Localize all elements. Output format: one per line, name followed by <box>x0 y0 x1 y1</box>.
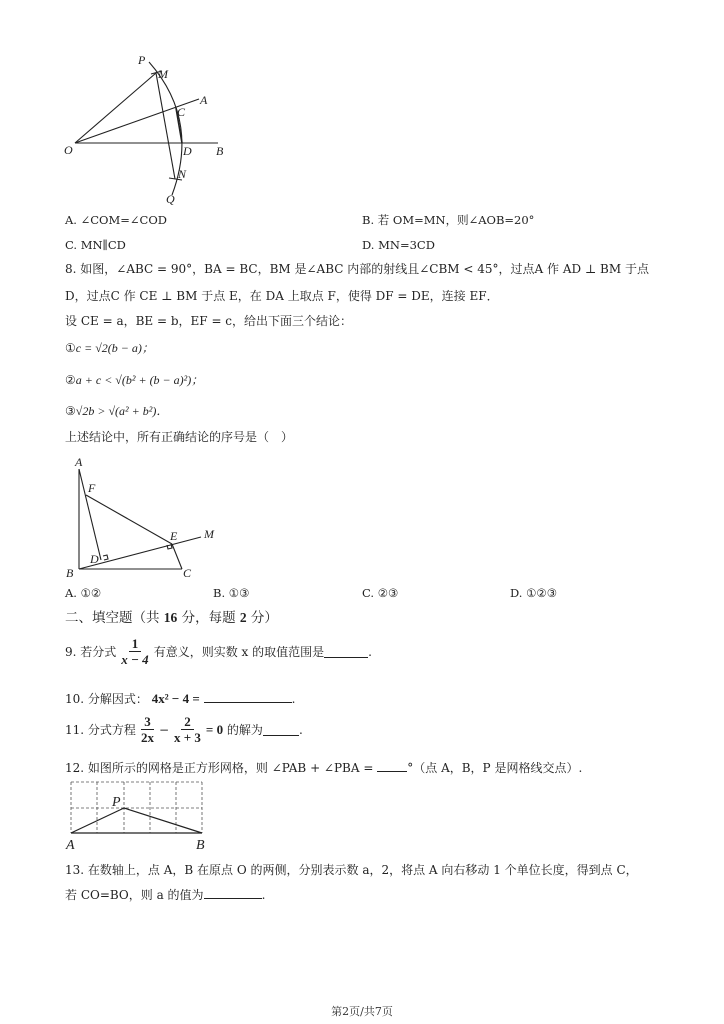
label-n: N <box>178 167 187 181</box>
option-key: D. <box>362 238 375 252</box>
question-number: 11. <box>65 722 85 737</box>
q9-pre: 若分式 <box>80 644 117 659</box>
label-c: C <box>177 105 186 119</box>
conclusion-expr: √2b > √(a² + b²)． <box>75 404 169 418</box>
q7-option-a[interactable] <box>65 212 167 228</box>
q8-text-1: 如图，∠ABC = 90°，BA = BC，BM 是∠ABC 内部的射线且∠CBM < 45°，过点A 作 AD ⊥ BM 于点 <box>80 262 649 276</box>
page-footer: 第2页/共7页 <box>331 1005 393 1018</box>
question-number: 10. <box>65 692 85 706</box>
label-c: C <box>183 566 192 580</box>
period: . <box>368 644 372 659</box>
option-text: ①② <box>80 586 102 600</box>
fraction-numerator: 2 <box>181 714 194 730</box>
label-e: E <box>170 529 178 543</box>
minus-sign: − <box>158 722 169 737</box>
q13-line1 <box>65 862 638 878</box>
section-each-points: 2 <box>239 610 247 625</box>
option-text: ②③ <box>377 586 399 600</box>
section-suffix: 分） <box>246 610 278 626</box>
period: . <box>261 888 266 902</box>
equals-zero: = 0 <box>205 721 224 737</box>
q8-option-a[interactable] <box>65 585 101 601</box>
q8-option-d[interactable] <box>510 585 557 601</box>
section-heading <box>65 610 278 626</box>
section-mid: 分，每题 <box>177 610 240 626</box>
q8-question: 上述结论中，所有正确结论的序号是（ ） <box>65 430 294 444</box>
q11-post: 的解为 <box>226 722 263 737</box>
label-o: O <box>64 143 73 157</box>
q12-post: °（点 A，B，P 是网格线交点）. <box>407 761 583 775</box>
label-a: A <box>200 93 208 107</box>
option-key: C. <box>362 586 375 600</box>
label-a: A <box>75 455 83 469</box>
q11-fraction-1 <box>138 714 157 745</box>
option-key: D. <box>510 586 523 600</box>
option-text: MN∥CD <box>80 238 126 252</box>
segment-om <box>75 73 156 143</box>
section-total-points: 16 <box>163 610 178 625</box>
question-number: 13. <box>65 863 85 877</box>
label-p: P <box>112 795 121 810</box>
period: . <box>291 692 296 706</box>
label-p: P <box>138 53 146 67</box>
q8-option-b[interactable] <box>213 585 249 601</box>
label-a: A <box>66 838 75 853</box>
section-prefix: 二、填空题（共 <box>65 610 164 626</box>
conclusion-mark: ③ <box>65 404 76 418</box>
q12-answer-blank[interactable] <box>377 759 407 772</box>
q11-pre: 分式方程 <box>87 722 136 737</box>
label-d: D <box>183 144 192 158</box>
label-m: M <box>158 67 168 81</box>
q9-post: 有意义，则实数 x 的取值范围是 <box>153 644 325 659</box>
q13-text-1: 在数轴上，点 A，B 在原点 O 的两侧，分别表示数 a，2，将点 A 向右移动 1 个单位长度，得到点 C， <box>87 863 638 877</box>
q13-line2 <box>65 886 265 903</box>
q11-answer-blank[interactable] <box>263 723 299 736</box>
q8-line2: D，过点C 作 CE ⊥ BM 于点 E，在 DA 上取点 F，使得 DF = DE，连接 EF． <box>65 289 499 303</box>
q12 <box>65 759 582 776</box>
question-number: 9. <box>65 644 77 659</box>
segment-ce <box>172 544 182 569</box>
label-b: B <box>196 838 205 853</box>
fraction-numerator: 1 <box>129 636 142 652</box>
q8-line1 <box>65 261 649 277</box>
label-m: M <box>204 527 214 541</box>
q8-conclusion-2 <box>65 372 203 388</box>
q7-option-d[interactable] <box>362 237 435 253</box>
q7-option-c[interactable] <box>65 237 126 253</box>
question-number: 12. <box>65 761 85 775</box>
q11-fraction-2 <box>171 714 204 745</box>
q13-text-2: 若 CO=BO，则 a 的值为 <box>65 888 204 902</box>
label-b: B <box>216 144 224 158</box>
option-key: A. <box>65 586 77 600</box>
conclusion-expr: c = √2(b − a)； <box>75 341 154 355</box>
q8-figure <box>55 450 235 585</box>
q8-conclusion-3 <box>65 403 168 419</box>
option-text: ①②③ <box>526 586 558 600</box>
q7-figure <box>55 50 245 210</box>
option-key: B. <box>213 586 226 600</box>
q10-expression: 4x² − 4 = <box>151 691 200 706</box>
q10-answer-blank[interactable] <box>204 690 292 703</box>
q8-line3: 设 CE = a，BE = b，EF = c，给出下面三个结论： <box>65 314 353 328</box>
q12-grid-figure <box>55 775 235 855</box>
fraction-denominator: x + 3 <box>174 730 201 745</box>
right-angle-d <box>103 555 108 560</box>
fraction-denominator: 2x <box>140 730 154 745</box>
period: . <box>298 722 303 737</box>
q9-answer-blank[interactable] <box>324 645 368 658</box>
option-key: B. <box>362 213 375 227</box>
q7-option-b[interactable] <box>362 212 534 228</box>
q13-answer-blank[interactable] <box>204 886 262 899</box>
q11 <box>65 714 303 745</box>
q8-option-c[interactable] <box>362 585 398 601</box>
segment-fe <box>86 495 172 544</box>
segment-pb <box>124 808 202 833</box>
conclusion-mark: ① <box>65 341 76 355</box>
option-text: ∠COM=∠COD <box>80 213 167 227</box>
q8-conclusion-1 <box>65 340 154 356</box>
q12-pre: 如图所示的网格是正方形网格，则 ∠PAB + ∠PBA = <box>87 761 374 775</box>
fraction-denominator: x − 4 <box>121 652 149 667</box>
conclusion-mark: ② <box>65 373 76 387</box>
option-text: ①③ <box>228 586 250 600</box>
segment-mn <box>156 73 175 179</box>
label-b: B <box>66 566 74 580</box>
question-number: 8. <box>65 262 77 276</box>
grid-lines <box>71 782 202 833</box>
conclusion-expr: a + c < √(b² + (b − a)²)； <box>75 373 204 387</box>
option-key: A. <box>65 213 77 227</box>
label-f: F <box>88 481 96 495</box>
fraction-numerator: 3 <box>141 714 154 730</box>
option-key: C. <box>65 238 78 252</box>
q9-fraction <box>118 636 151 667</box>
q10 <box>65 690 295 707</box>
option-text: MN=3CD <box>378 238 435 252</box>
q9 <box>65 636 372 667</box>
q10-pre: 分解因式： <box>87 692 148 706</box>
option-text: 若 OM=MN，则∠AOB=20° <box>377 213 535 227</box>
label-q: Q <box>166 192 175 206</box>
label-d: D <box>90 552 99 566</box>
segment-ap <box>71 808 124 833</box>
